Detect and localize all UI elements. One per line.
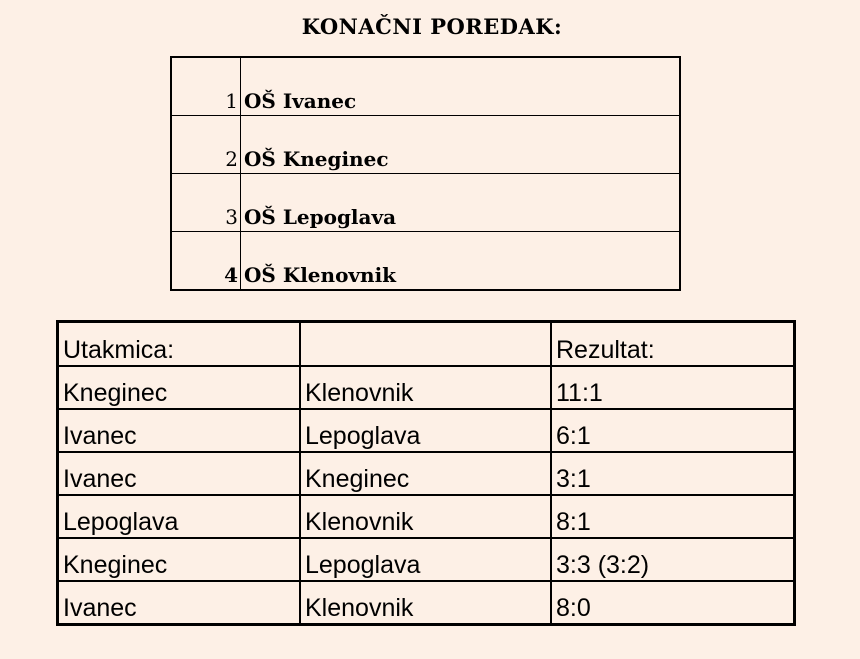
table-row <box>58 409 795 452</box>
standings-row <box>171 116 680 174</box>
table-row <box>58 538 795 581</box>
rank-number: 3 <box>171 174 241 232</box>
home-team: Ivanec <box>58 581 301 625</box>
home-team: Kneginec <box>58 538 301 581</box>
home-team: Lepoglava <box>58 495 301 538</box>
away-team: Klenovnik <box>300 581 551 625</box>
team-name: OŠ Klenovnik <box>241 232 681 291</box>
away-team: Klenovnik <box>300 366 551 409</box>
home-team: Ivanec <box>58 409 301 452</box>
page-title: KONAČNI POREDAK: <box>301 14 563 39</box>
rank-number: 2 <box>171 116 241 174</box>
score: 8:0 <box>551 581 795 625</box>
standings-row <box>171 174 680 232</box>
rank-number: 1 <box>171 57 241 116</box>
score: 11:1 <box>551 366 795 409</box>
table-row <box>58 581 795 625</box>
away-team: Kneginec <box>300 452 551 495</box>
header-result: Rezultat: <box>551 322 795 367</box>
games-table <box>56 320 796 626</box>
table-row <box>58 452 795 495</box>
home-team: Kneginec <box>58 366 301 409</box>
team-name: OŠ Lepoglava <box>241 174 681 232</box>
standings-row <box>171 232 680 291</box>
table-row <box>58 366 795 409</box>
table-row <box>58 495 795 538</box>
standings-row <box>171 57 680 116</box>
away-team: Lepoglava <box>300 409 551 452</box>
score: 3:1 <box>551 452 795 495</box>
score: 6:1 <box>551 409 795 452</box>
team-name: OŠ Kneginec <box>241 116 681 174</box>
rank-number: 4 <box>171 232 241 291</box>
header-match: Utakmica: <box>58 322 301 367</box>
team-name: OŠ Ivanec <box>241 57 681 116</box>
score: 3:3 (3:2) <box>551 538 795 581</box>
away-team: Lepoglava <box>300 538 551 581</box>
games-header-row <box>58 322 795 367</box>
standings-table <box>170 56 681 291</box>
score: 8:1 <box>551 495 795 538</box>
away-team: Klenovnik <box>300 495 551 538</box>
home-team: Ivanec <box>58 452 301 495</box>
header-blank <box>300 322 551 367</box>
